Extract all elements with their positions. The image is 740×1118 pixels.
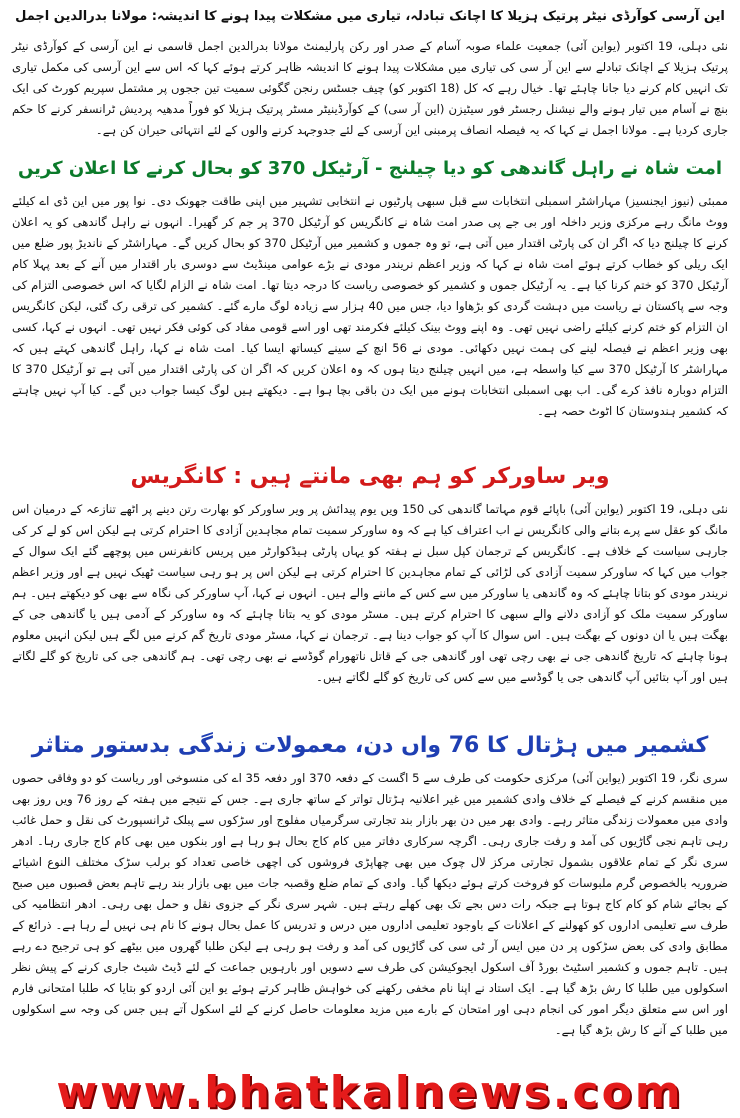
article-body: نئی دہلی، 19 اکتوبر (یواین آئی) باپائے قوم مہاتما گاندھی کی 150 ویں یوم پیدائش پر ویر ساورکر کو بھارت رتن دینے پر اٹھے تنازعہ کے درمیان اس مانگ کو عقل سے پرے بتانے والی کانگریس نے اب اعتراف کیا ہے کہ وہ ساورکر سمیت تمام مجاہدین آزادی کا احترام کرتی ہے لیکن اس کو لے کر کی جارہی سیاست کے خلاف ہے۔ کانگریس کے ترجمان کپل سبل نے ہفتہ کو یہاں پارٹی ہیڈکوارٹر میں پریس کانفرنس میں پوچھے گئے ایک سوال کے جواب میں کہا کہ ساورکر سمیت آزادی کی لڑائی کے تمام مجاہدین کا احترام کرتی ہے لیکن اس پر ہو رہی سیاست ٹھیک نہیں ہے اور وزیر اعظم نریندر مودی کو بتانا چاہئے کہ وہ گاندھی یا ساورکر میں سے کس کے ماننے والے ہیں۔ انہوں نے کہا، آپ ساورکر کی نگاہ سے بھی کو دیکھتے ہیں۔ ہم ساورکر سمیت ملک کو آزادی دلانے والے سبھی کا احترام کرتے ہیں۔ مسٹر مودی کو یہ بتانا چاہئے کہ وہ ساورکر کے آدمی ہیں یا گاندھی جی کے بھگت ہیں یا ان دونوں کے بھگت ہیں۔ اس سوال کا آپ کو جواب دینا ہے۔ ترجمان نے کہا، مسٹر مودی تاریخ گم کرنے میں لگے ہیں لیکن انہیں معلوم ہونا چاہئے کہ تاریخ گاندھی جی نے بھی رچی تھی اور گاندھی جی کے قاتل ناتھورام گوڈسے نے بھی رچی تھی۔ ہم گاندھی جی کی تاریخ کو گلے لگاتے ہیں اور آپ بتائیں آپ گاندھی جی یا گوڈسے میں سے کس کی تاریخ کو گلے لگاتے ہیں۔ bbox=[12, 502, 728, 684]
article-headline: ویر ساورکر کو ہم بھی مانتے ہیں : کانگریس bbox=[130, 464, 610, 489]
site-footer bbox=[0, 1066, 740, 1118]
article-amit-shah-challenge bbox=[12, 153, 728, 422]
article-headline: این آرسی کوآرڈی نیٹر پرتیک ہزیلا کا اچانک تبادلہ، تیاری میں مشکلات پیدا ہونے کا اندیشہ: مولانا بدرالدین اجمل bbox=[15, 9, 725, 24]
article-headline: امت شاہ نے راہل گاندھی کو دیا چیلنج - آرٹیکل 370 کو بحال کرنے کا اعلان کریں bbox=[17, 158, 723, 179]
article-body: نئی دہلی، 19 اکتوبر (یواین آئی) جمعیت علماء صوبہ آسام کے صدر اور رکن پارلیمنٹ مولانا بدرالدین اجمل قاسمی نے این آرسی کے کوآرڈی نیٹر پرتیک ہزیلا کے اچانک تبادلے سے این آر سی کی تیاری میں مشکلات پیدا ہونے کا اندیشہ ظاہر کرتے ہوئے کہا کہ اس سے این آرسی کی مکمل تیاری تک انہیں کام کرنے دیا جانا چاہئے تھا۔ خیال رہے کہ کل (18 اکتوبر کو) چیف جسٹس رنجن گگوئی سمیت تین ججوں پر مشتمل سپریم کورٹ کی ایک بنچ نے آسام میں تیار ہونے والے نیشنل رجسٹر فور سیٹیزن (این آر سی) کے کوآرڈینیٹر مسٹر پرتیک ہزیلا کو فوراً مدھیہ پردیش ٹرانسفر کرنے کا حکم جاری کردیا ہے۔ مولانا اجمل نے کہا کہ یہ فیصلہ انصاف پرمبنی این آرسی کے لئے جدوجہد کرنے والوں کے لئے انتہائی حیران کن ہے۔ bbox=[12, 39, 728, 137]
article-kashmir-strike bbox=[12, 730, 728, 1041]
article-nrc-coordinator bbox=[12, 4, 728, 141]
article-body: سری نگر، 19 اکتوبر (یواین آئی) مرکزی حکومت کی طرف سے 5 اگست کے دفعہ 370 اور دفعہ 35 اے کی منسوخی اور ریاست کو دو وفاقی حصوں میں منقسم کرنے کے فیصلے کے خلاف وادی کشمیر میں غیر اعلانیہ ہڑتال تواتر کے ساتھ جاری ہے۔ جس کے نتیجے میں ہفتہ کے روز 76 ویں روز بھی وادی میں معمولات زندگی متاثر رہے۔ وادی بھر میں دن بھر بازار بند تجارتی سرگرمیاں مفلوج اور سڑکوں سے پبلک ٹرانسپورٹ کی نقل و حمل غائب رہی تاہم نجی گاڑیوں کی آمد و رفت جاری رہی۔ اگرچہ سرکاری دفاتر میں کام کاج بحال ہو رہا ہے اور بنکوں میں بھی کام کاج جاری رہا۔ ادھر سری نگر کے تمام علاقوں بشمول تجارتی مرکز لال چوک میں بھی چھاپڑی فروشوں کی اچھی خاصی تعداد کو برلب سڑک مختلف النوع اشیائے ضروریہ بالخصوص گرم ملبوسات کو فروخت کرتے ہوئے دیکھا گیا۔ وادی کے تمام ضلع وقصبہ جات میں بھی بازار بند رہے تاہم بعض قصبوں میں صبح کے بجائے شام کو کام کاج ہوتا ہے جبکہ رات دس بجے تک بھی کھلے رہتے ہیں۔ شہر سری نگر کے جزوی نقل و حمل بھی رہی۔ ادھر انتظامیہ کی طرف سے تعلیمی اداروں کو کھولنے کے اعلانات کے باوجود تعلیمی اداروں میں درس و تدریس کا عمل بحال ہونے کا نام ہی نہیں لے رہا ہے۔ ذرائع کے مطابق وادی کی بعض سڑکوں پر دن میں ایس آر ٹی سی کی گاڑیوں کی آمد و رفت ہو رہی ہے لیکن طلبا گھروں میں بیٹھے کو ہی ترجیح دے رہے ہیں۔ تاہم جموں و کشمیر اسٹیٹ بورڈ آف اسکول ایجوکیشن کی طرف سے دسویں اور بارہویں جماعت کے لئے ڈیٹ شیٹ جاری کرنے کے پیش نظر اسکولوں میں طلبا کا رش بڑھ گیا ہے۔ ایک استاد نے اپنا نام مخفی رکھنے کی خواہش ظاہر کرتے ہوئے یو این آئی اردو کو بتایا کہ طلبا امتحانی فارم اور اس سے متعلق دیگر امور کی انجام دہی اور امتحان کے بارے میں مزید معلومات حاصل کرنے کے لئے اسکول آتے ہیں جس کی وجہ سے اسکولوں میں طلبا کے آنے کا رش بڑھ گیا ہے۔ bbox=[12, 771, 728, 1037]
site-watermark[interactable]: www.bhatkalnews.com bbox=[56, 1066, 684, 1118]
article-savarkar-congress bbox=[12, 461, 728, 688]
article-body: ممبئی (نیوز ایجنسیز) مہاراشٹر اسمبلی انتخابات سے قبل سبھی پارٹیوں نے انتخابی تشہیر میں اپنی طاقت جھونک دی۔ نوا پور میں این ڈی اے کیلئے ووٹ مانگ رہے مرکزی وزیر داخلہ اور بی جے پی صدر امت شاہ نے کانگریس کو آرٹیکل 370 پر جم کر گھیرا۔ انہوں نے راہل گاندھی کو یہ اعلان کرنے کا چیلنج دیا کہ اگر ان کی پارٹی اقتدار میں آتی ہے، تو وہ جموں و کشمیر میں آرٹیکل 370 کو بحال کریں گے۔ مہاراشٹر کے ناندیڑ پور ضلع میں ایک ریلی کو خطاب کرتے ہوئے امت شاہ نے کہا کہ وزیر اعظم نریندر مودی نے بڑے عوامی مینڈیٹ سے دوسری بار اقتدار میں آنے کے بعد پہلا کام آرٹیکل 370 کو ختم کرنا کیا ہے۔ یہ آرٹیکل جموں و کشمیر کو خصوصی ریاست کا درجہ دیتا تھا۔ امت شاہ نے الزام لگایا کہ اس خصوصی التزام کی وجہ سے پاکستان نے ریاست میں دہشت گردی کو بڑھاوا دیا، جس میں 40 ہزار سے زیادہ لوگ مارے گئے۔ کشمیر کی ترقی رک گئی، لیکن کانگریس ان التزام کو ختم کرنے کیلئے راضی نہیں تھی۔ وہ اپنے ووٹ بینک کیلئے فکرمند تھی اور اسے قومی مفاد کی کوئی فکر نہیں تھی۔ انہوں نے کہا، کسی بھی وزیر اعظم نے فیصلہ لینے کی ہمت نہیں دکھائی۔ مودی نے 56 انچ کے سینے کیساتھ ایسا کیا۔ امت شاہ نے کہا، راہل گاندھی کہتے ہیں کہ مہاراشٹر کا آرٹیکل 370 سے کیا واسطہ ہے، میں انہیں چیلنج دیتا ہوں کہ وہ اعلان کریں کہ اگر ان کی پارٹی اقتدار میں آتی ہے تو آرٹیکل 370 کا التزام دوبارہ نافذ کرے گی۔ اب بھی اسمبلی انتخابات ہونے میں ایک دن باقی بچا ہوا ہے۔ دیکھتے ہیں لوگ کیسا جواب دیں گے۔ کیا آپ نہیں چاہتے کہ کشمیر ہندوستان کا اٹوٹ حصہ ہے۔ bbox=[12, 194, 729, 418]
article-headline: کشمیر میں ہڑتال کا 76 واں دن، معمولات زندگی بدستور متاثر bbox=[31, 733, 709, 758]
